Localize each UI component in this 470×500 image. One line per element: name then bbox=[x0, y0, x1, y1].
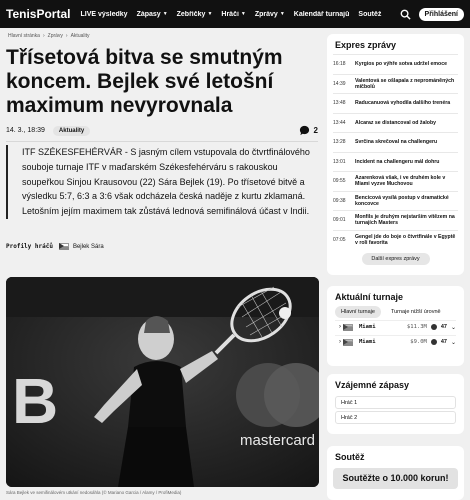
news-time: 09:55 bbox=[333, 178, 346, 185]
tab-main-tournaments[interactable]: Hlavní turnaje bbox=[335, 306, 381, 318]
article-meta bbox=[6, 125, 318, 136]
news-time: 07:05 bbox=[333, 236, 346, 243]
player-1-select[interactable]: Hráč 1 bbox=[335, 396, 456, 409]
news-text: Bencicová vysílá postup v dramatické koncovce bbox=[355, 194, 449, 207]
nav-live[interactable] bbox=[80, 11, 127, 18]
nav-label: LIVE výsledky bbox=[80, 10, 128, 18]
article-date: 14. 3., 18:39 bbox=[6, 127, 45, 134]
player-2-select[interactable]: Hráč 2 bbox=[335, 411, 456, 424]
news-item[interactable] bbox=[333, 74, 458, 94]
tab-lower-tournaments[interactable]: Turnaje nižší úrovně bbox=[390, 309, 441, 315]
nav-matches[interactable] bbox=[137, 11, 168, 18]
nav-calendar[interactable] bbox=[294, 11, 350, 18]
chevron-down-icon: ▼ bbox=[207, 11, 213, 17]
czech-flag-icon bbox=[59, 243, 69, 250]
tournament-name: Miami bbox=[359, 324, 376, 330]
nav-label: Kalendář turnajů bbox=[293, 10, 350, 18]
site-logo[interactable]: TenisPortal bbox=[6, 7, 71, 21]
news-time: 16:18 bbox=[333, 61, 346, 68]
head-to-head-title: Vzájemné zápasy bbox=[335, 380, 410, 390]
nav-contest[interactable] bbox=[358, 11, 381, 18]
news-item[interactable] bbox=[333, 152, 458, 172]
nav-label: Hráči bbox=[221, 10, 239, 18]
chevron-down-icon: ⌄ bbox=[450, 324, 456, 331]
contest-title: Soutěž bbox=[335, 452, 365, 462]
comments-count: 2 bbox=[313, 126, 318, 135]
express-news-panel bbox=[327, 34, 464, 275]
nav-label: Zprávy bbox=[254, 10, 278, 18]
news-text: Svrčina skrečoval na challengeru bbox=[355, 139, 438, 146]
tournament-count: 47 bbox=[440, 324, 447, 330]
express-title: Expres zprávy bbox=[335, 40, 397, 50]
article-lead: ITF SZÉKESFEHÉRVÁR - S jasným cílem vstupovala do čtvrtfinálového souboje turnaje ITF v maďarském Székesfehérváru s rakouskou soupeřkou Sinjou Krausovou (22) Sára Bejlek (19). Po třísetové bitvě a výsledku 5:7, 6:3 a 3:6 však odcházela česká naděje z kurtu zklamaná. Letošním jejím maximem tak zůstává lednová semifinálová účast v Indii. bbox=[6, 145, 318, 219]
surface-icon bbox=[431, 324, 437, 330]
chevron-down-icon: ⌄ bbox=[450, 339, 456, 346]
nav-label: Žebříčky bbox=[176, 10, 206, 18]
tournament-prize: $9.0M bbox=[410, 339, 427, 345]
news-time: 09:01 bbox=[333, 217, 346, 224]
news-item[interactable] bbox=[333, 210, 458, 230]
nav-rankings[interactable] bbox=[177, 11, 213, 18]
article-title: Třísetová bitva se smutným koncem. Bejlek své letošní maximum nevyrovnala bbox=[6, 46, 283, 117]
tournament-tabs bbox=[327, 306, 464, 318]
head-to-head-panel bbox=[327, 374, 464, 434]
breadcrumb-separator: › bbox=[65, 33, 68, 39]
tournament-count: 47 bbox=[440, 339, 447, 345]
nav-label: Soutěž bbox=[358, 10, 382, 18]
news-item[interactable] bbox=[333, 132, 458, 152]
news-time: 13:01 bbox=[333, 158, 346, 165]
profiles-label: Profily hráčů bbox=[6, 243, 53, 250]
chevron-down-icon: ▼ bbox=[162, 11, 168, 17]
article-photo bbox=[6, 277, 319, 487]
player-photo-illustration bbox=[6, 277, 319, 487]
breadcrumb bbox=[8, 33, 90, 39]
player-profiles bbox=[6, 243, 104, 250]
sponsor-text: mastercard bbox=[240, 432, 316, 449]
contest-banner[interactable]: Soutěžte o 10.000 korun! bbox=[333, 468, 458, 489]
sponsor-letter: B bbox=[12, 365, 59, 437]
tournament-name: Miami bbox=[359, 339, 376, 345]
top-header bbox=[0, 0, 470, 28]
news-text: Monfils je druhým nejstarším vítězem na turnajích Masters bbox=[355, 214, 455, 227]
nav-players[interactable] bbox=[221, 11, 245, 18]
news-time: 09:38 bbox=[333, 197, 346, 204]
breadcrumb-home[interactable]: Hlavní stránka bbox=[8, 33, 40, 39]
search-icon[interactable] bbox=[398, 6, 414, 22]
player-profile-link[interactable] bbox=[59, 243, 104, 250]
nav-label: Zápasy bbox=[136, 10, 161, 18]
news-text: Kyrgios po výhře sotva udržel emoce bbox=[355, 61, 447, 68]
usa-flag-icon bbox=[343, 339, 353, 346]
news-text: Gengel jde do boje o čtvrtfinále v Egyptě v roli favorita bbox=[355, 233, 456, 246]
news-item[interactable] bbox=[333, 171, 458, 191]
news-time: 13:28 bbox=[333, 139, 346, 146]
chevron-right-icon: › bbox=[339, 339, 341, 345]
chevron-down-icon: ▼ bbox=[240, 11, 246, 17]
news-text: Raducanuová vyhodila dalšího trenéra bbox=[355, 100, 451, 107]
express-list bbox=[327, 54, 464, 249]
contest-panel bbox=[327, 446, 464, 500]
news-time: 14:39 bbox=[333, 80, 346, 87]
login-button[interactable]: Přihlášení bbox=[419, 8, 464, 21]
breadcrumb-news[interactable]: Zprávy bbox=[47, 33, 63, 39]
chevron-down-icon: ▼ bbox=[279, 11, 285, 17]
news-time: 13:44 bbox=[333, 119, 346, 126]
more-express-button[interactable]: Další expres zprávy bbox=[362, 253, 430, 265]
news-text: Incident na challengeru mál dohru bbox=[355, 158, 440, 165]
news-text: Alcaraz se distancoval od žaloby bbox=[355, 119, 437, 126]
player-name: Bejlek Sára bbox=[72, 243, 104, 250]
meta-divider bbox=[6, 141, 318, 142]
news-item[interactable] bbox=[333, 54, 458, 74]
news-item[interactable] bbox=[333, 230, 458, 250]
tournament-prize: $11.3M bbox=[406, 324, 427, 330]
usa-flag-icon bbox=[343, 324, 353, 331]
tournaments-panel bbox=[327, 286, 464, 366]
comments-link[interactable] bbox=[299, 125, 318, 136]
comment-icon bbox=[299, 125, 310, 136]
breadcrumb-separator: › bbox=[42, 33, 45, 39]
news-text: Valentová se ošlapala z neprománěných míčbolů bbox=[355, 77, 455, 90]
main-nav bbox=[80, 11, 397, 18]
surface-icon bbox=[431, 339, 437, 345]
tournaments-title: Aktuální turnaje bbox=[335, 292, 404, 302]
news-item[interactable] bbox=[333, 93, 458, 113]
photo-caption: Sára Bejlek ve semifinálovém utkání nedosáhla (© Mariano Garcia / Alamy / ProfiMedia) bbox=[6, 490, 182, 495]
tournament-row[interactable] bbox=[335, 335, 456, 348]
chevron-right-icon: › bbox=[339, 324, 341, 330]
news-time: 13:48 bbox=[333, 100, 346, 107]
category-badge[interactable]: Aktuality bbox=[53, 126, 90, 136]
news-item[interactable] bbox=[333, 113, 458, 133]
news-item[interactable] bbox=[333, 191, 458, 211]
breadcrumb-current[interactable]: Aktuality bbox=[70, 33, 90, 39]
tournament-row[interactable] bbox=[335, 320, 456, 333]
nav-news[interactable] bbox=[255, 11, 285, 18]
news-text: Azarenková však, i ve druhém kole v Miami vyzve Muchovou bbox=[355, 175, 446, 188]
